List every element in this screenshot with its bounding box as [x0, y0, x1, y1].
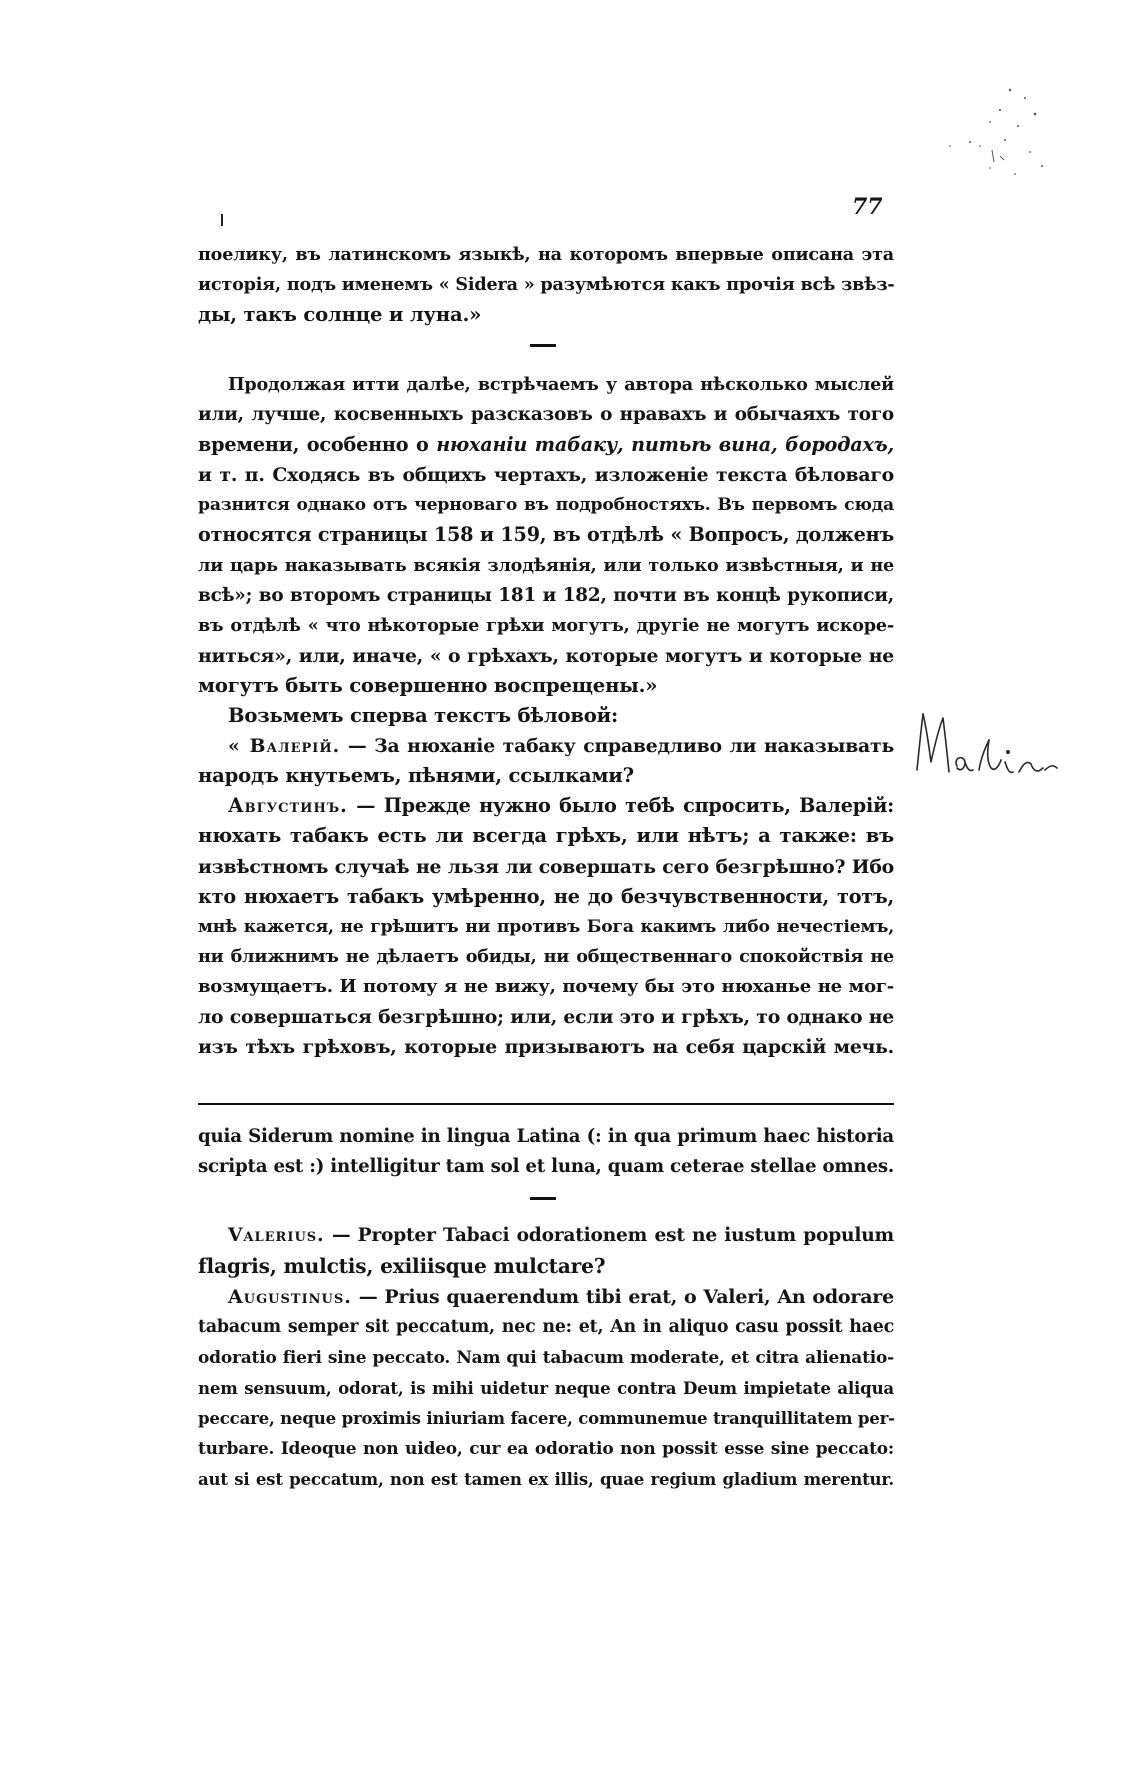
dialog-line — [198, 791, 894, 821]
text-line: Продолжая итти далѣе, встрѣчаемъ у автора нѣсколько мыслей — [228, 374, 894, 395]
handwritten-margin-note — [905, 700, 1085, 810]
italic-term: питьѣ вина, — [631, 433, 778, 457]
text-line: flagris, mulctis, exiliisque mulctare? — [198, 1254, 606, 1279]
text-line: Возьмемъ сперва текстъ бѣловой: — [228, 704, 619, 728]
text-line: кто нюхаетъ табакъ умѣренно, не до безчувственности, тотъ, — [198, 884, 894, 908]
dialog-text: — Прежде нужно было тебѣ спросить, Валерій: — [356, 794, 894, 818]
russian-main-text — [198, 370, 894, 1062]
latin-dialog — [198, 1221, 894, 1495]
text-line — [198, 430, 894, 460]
italic-term: нюханіи табаку, — [436, 433, 624, 457]
text-line: или, лучше, косвенныхъ разсказовъ о нравахъ и обычаяхъ того — [198, 404, 894, 426]
dialog-line — [198, 1221, 894, 1251]
speaker-name: Augustinus. — [228, 1285, 352, 1308]
text-line: разнится однако отъ черноваго въ подробностяхъ. Въ первомъ сюда — [198, 495, 894, 516]
text-line: поелику, въ латинскомъ языкѣ, на которомъ впервые описана эта — [198, 244, 894, 265]
text-line: ниться», или, иначе, « о грѣхахъ, которые могутъ и которые не — [198, 644, 894, 667]
text-line: нюхать табакъ есть ли всегда грѣхъ, или нѣтъ; а также: въ — [198, 824, 894, 848]
page-number: 77 — [852, 194, 883, 220]
text-line: извѣстномъ случаѣ не льзя ли совершать сего безгрѣшно? Ибо — [198, 855, 894, 878]
dialog-text: — Propter Tabaci odorationem est ne iustum populum — [331, 1225, 894, 1246]
speaker-name: Августинъ. — [228, 794, 348, 818]
text-line: ло совершаться безгрѣшно; или, если это и грѣхъ, то однако не — [198, 1005, 894, 1028]
text-line: народъ кнутьемъ, пѣнями, ссылками? — [198, 764, 634, 788]
dialog-text: — Prius quaerendum tibi erat, o Valeri, An odorare — [358, 1285, 894, 1308]
text-line: и т. п. Сходясь въ общихъ чертахъ, изложеніе текста бѣловаго — [198, 464, 894, 487]
section-separator — [530, 1197, 556, 1200]
text-line: изъ тѣхъ грѣховъ, которые призываютъ на себя царскій мечь. — [198, 1036, 894, 1059]
text-line: quia Siderum nomine in lingua Latina (: in qua primum haec historia — [198, 1126, 894, 1147]
speaker-name: « Валерій. — [228, 735, 341, 758]
russian-continuation — [198, 240, 894, 330]
dialog-line — [198, 1282, 894, 1312]
text-line: peccare, neque proximis iniuriam facere, communemue tranquillitatem per- — [198, 1408, 895, 1429]
text-line: tabacum semper sit peccatum, nec ne: et, An in aliquo casu possit haec — [198, 1317, 894, 1338]
text-line: возмущаетъ. И потому я не вижу, почему бы это нюханье не мог- — [198, 975, 894, 997]
italic-term: бородахъ, — [785, 433, 894, 457]
text-line: ли царь наказывать всякія злодѣянія, или только извѣстныя, и не — [198, 554, 894, 576]
text-line: aut si est peccatum, non est tamen ex illis, quae regium gladium merentur. — [198, 1469, 894, 1490]
text-line: ни ближнимъ не дѣлаетъ обиды, ни общественнаго спокойствія не — [198, 945, 894, 967]
text-line: въ отдѣлѣ « что нѣкоторые грѣхи могутъ, другіе не могутъ искоре- — [198, 614, 894, 636]
text-line: могутъ быть совершенно воспрещены.» — [198, 673, 658, 697]
dialog-line — [198, 731, 894, 761]
text-fragment: времени, особенно о — [198, 433, 429, 457]
text-line: относятся страницы 158 и 159, въ отдѣлѣ « Вопросъ, долженъ — [198, 523, 894, 547]
speaker-name: Valerius. — [228, 1225, 325, 1246]
text-line: turbare. Ideoque non uideo, cur ea odoratio non possit esse sine peccato: — [198, 1438, 894, 1459]
text-line: odoratio fieri sine peccato. Nam qui tabacum moderate, et citra alienatio- — [198, 1347, 894, 1368]
stray-mark — [221, 214, 223, 226]
text-line: мнѣ кажется, не грѣшитъ ни противъ Бога какимъ либо нечестіемъ, — [198, 916, 894, 937]
text-line: ды, такъ солнце и луна.» — [198, 303, 482, 326]
paper-specks — [930, 80, 1070, 190]
text-line: исторія, подъ именемъ « Sidera » разумѣются какъ прочія всѣ звѣз- — [198, 274, 895, 295]
latin-note — [198, 1122, 894, 1183]
footnote-rule — [198, 1103, 894, 1105]
dialog-text: — За нюханіе табаку справедливо ли наказывать — [347, 735, 895, 758]
text-line: nem sensuum, odorat, is mihi uidetur neque contra Deum impietate aliqua — [198, 1378, 894, 1399]
section-separator — [530, 344, 556, 347]
text-line: всѣ»; во второмъ страницы 181 и 182, почти въ концѣ рукописи, — [198, 584, 894, 606]
text-line: scripta est :) intelligitur tam sol et luna, quam ceterae stellae omnes. — [198, 1156, 894, 1178]
